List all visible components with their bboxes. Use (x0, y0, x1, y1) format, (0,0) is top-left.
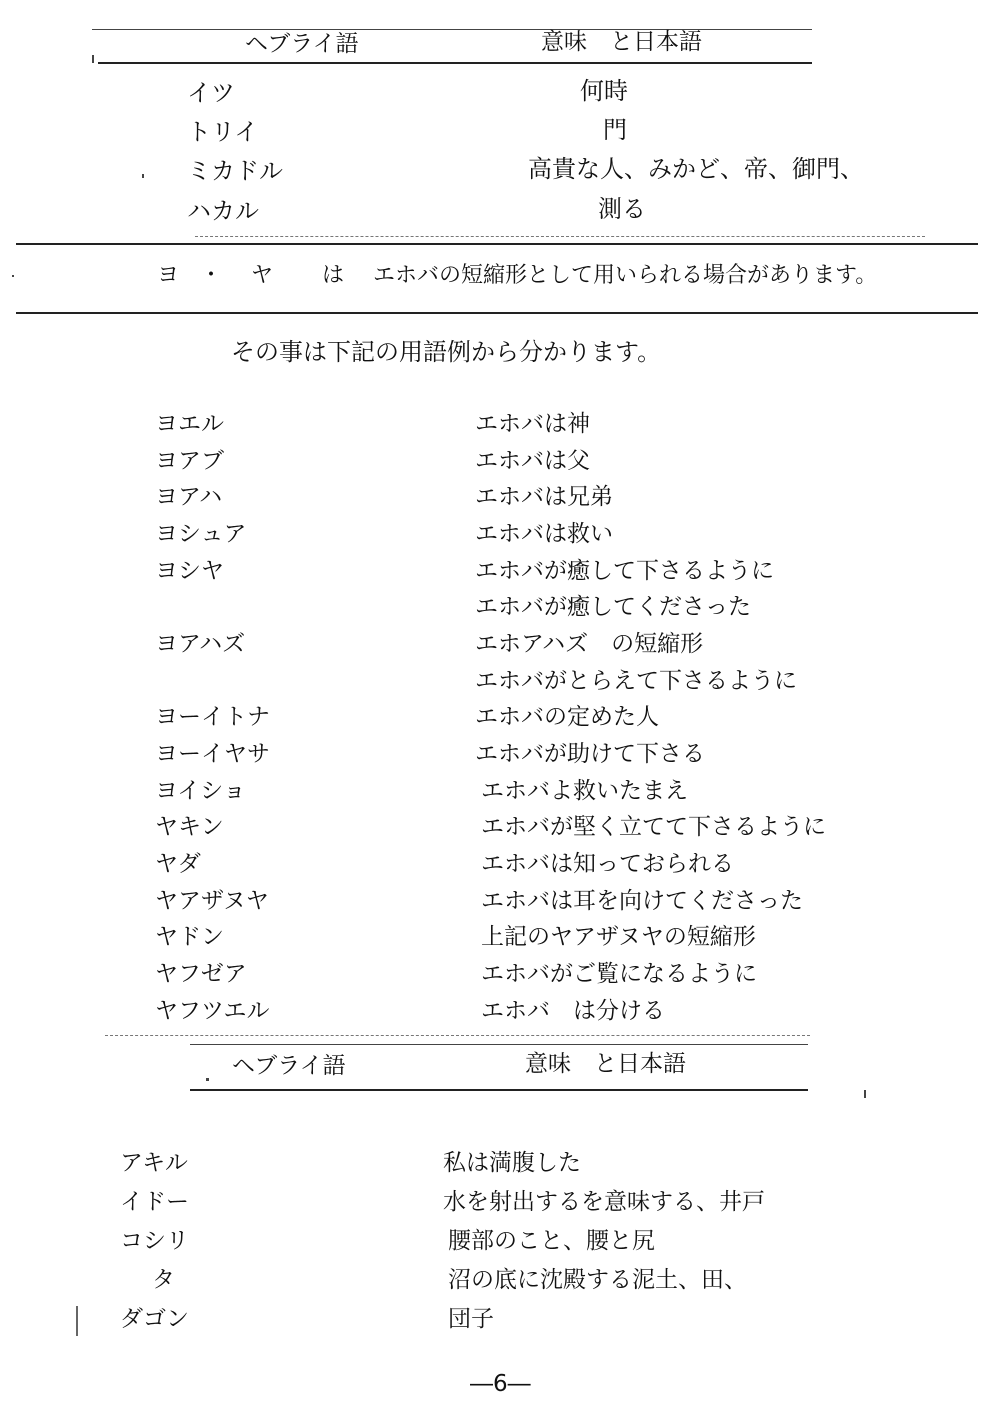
table2-meaning: エホバは知っておられる (481, 851, 734, 877)
table1-hebrew: ミカドル (187, 157, 283, 185)
table2-hebrew: ヤフゼア (155, 961, 247, 987)
table2-meaning: エホバがご覧になるように (481, 961, 757, 987)
header2-top-rule (190, 1044, 808, 1045)
scan-speck (206, 1078, 209, 1081)
table2-meaning: エホバが癒して下さるように (475, 558, 774, 584)
table1-meaning: 測る (598, 195, 646, 223)
header1-hebrew-label: ヘブライ語 (245, 31, 359, 57)
table3-hebrew: イドー (120, 1189, 189, 1215)
scan-speck (142, 174, 144, 178)
table2-hebrew: ヤアザヌヤ (155, 888, 269, 914)
table2-hebrew: ヨイショ (155, 778, 246, 804)
table2-meaning: エホバの定めた人 (475, 704, 659, 730)
header1-bottom-rule (98, 62, 812, 64)
scan-speck (76, 1306, 78, 1336)
table3-hebrew: アキル (120, 1150, 188, 1176)
scan-speck (864, 1090, 866, 1098)
table1-hebrew: イツ (187, 79, 235, 107)
header2-meaning-label: 意味 と日本語 (525, 1051, 686, 1077)
note-text: エホバの短縮形として用いられる場合があります。 (373, 263, 878, 288)
table2-meaning: エホバは兄弟 (475, 484, 613, 510)
table3-hebrew: タ (152, 1267, 175, 1293)
table2-hebrew: ヨエル (155, 411, 224, 437)
table2-hebrew: ヨアハ (155, 484, 223, 510)
table3-meaning: 私は満腹した (443, 1150, 581, 1176)
table2-meaning: エホバは父 (475, 448, 590, 474)
table3-meaning: 腰部のこと、腰と尻 (448, 1228, 655, 1254)
table3-meaning: 水を射出するを意味する、井戸 (443, 1189, 765, 1215)
table2-hebrew: ヨアブ (155, 448, 224, 474)
table2-meaning: 上記のヤアザヌヤの短縮形 (481, 924, 756, 950)
note-ya: ヤ (251, 263, 274, 288)
table1-meaning: 何時 (580, 77, 628, 105)
table2-meaning: エホアハズ の短縮形 (475, 631, 704, 657)
header2-bottom-rule (190, 1089, 808, 1091)
table3-meaning: 沼の底に沈殿する泥土、田、 (448, 1267, 747, 1293)
table2-hebrew: ヤフツエル (155, 998, 270, 1024)
table1-hebrew: トリイ (187, 118, 259, 146)
table2-meaning: エホバがとらえて下さるように (475, 668, 797, 694)
table2-hebrew: ヨシュア (155, 521, 247, 547)
table2-meaning: エホバ は分ける (481, 998, 665, 1024)
header2-faint-rule (105, 1035, 810, 1036)
table2-hebrew: ヨーイトナ (155, 704, 270, 730)
table3-hebrew: ダゴン (120, 1306, 189, 1332)
note-top-rule (16, 243, 978, 245)
scan-speck (92, 55, 94, 63)
table2-meaning: エホバは耳を向けてくださった (481, 888, 803, 914)
table2-hebrew: ヤドン (155, 924, 224, 950)
table1-meaning: 高貴な人、みかど、帝、御門、 (528, 155, 864, 183)
note-top-faint-rule (195, 236, 925, 237)
table2-meaning: エホバよ救いたまえ (481, 778, 688, 804)
intro-text: その事は下記の用語例から分かります。 (231, 338, 662, 366)
note-dot: ・ (200, 263, 223, 288)
page-number: ―6― (470, 1371, 531, 1397)
header1-meaning-label: 意味 と日本語 (541, 29, 702, 55)
table2-meaning: エホバが助けて下さる (475, 741, 705, 767)
table2-meaning: エホバが堅く立てて下さるように (481, 814, 826, 840)
note-yo: ヨ (157, 263, 180, 288)
header1-top-rule (92, 29, 812, 30)
table2-hebrew: ヨーイヤサ (155, 741, 270, 767)
table2-meaning: エホバは救い (475, 521, 613, 547)
header2-hebrew-label: ヘブライ語 (232, 1053, 346, 1079)
table1-hebrew: ハカル (187, 197, 259, 225)
scan-speck (12, 275, 14, 277)
note-wa: は (322, 263, 345, 288)
table3-meaning: 団子 (448, 1306, 494, 1332)
table2-hebrew: ヤキン (155, 814, 224, 840)
table2-hebrew: ヨシヤ (155, 558, 224, 584)
table3-hebrew: コシリ (120, 1228, 189, 1254)
note-bottom-rule (16, 312, 978, 314)
table2-hebrew: ヤダ (155, 851, 201, 877)
table2-hebrew: ヨアハズ (155, 631, 246, 657)
table2-meaning: エホバが癒してくださった (475, 594, 751, 620)
table2-meaning: エホバは神 (475, 411, 590, 437)
table1-meaning: 門 (603, 116, 627, 144)
